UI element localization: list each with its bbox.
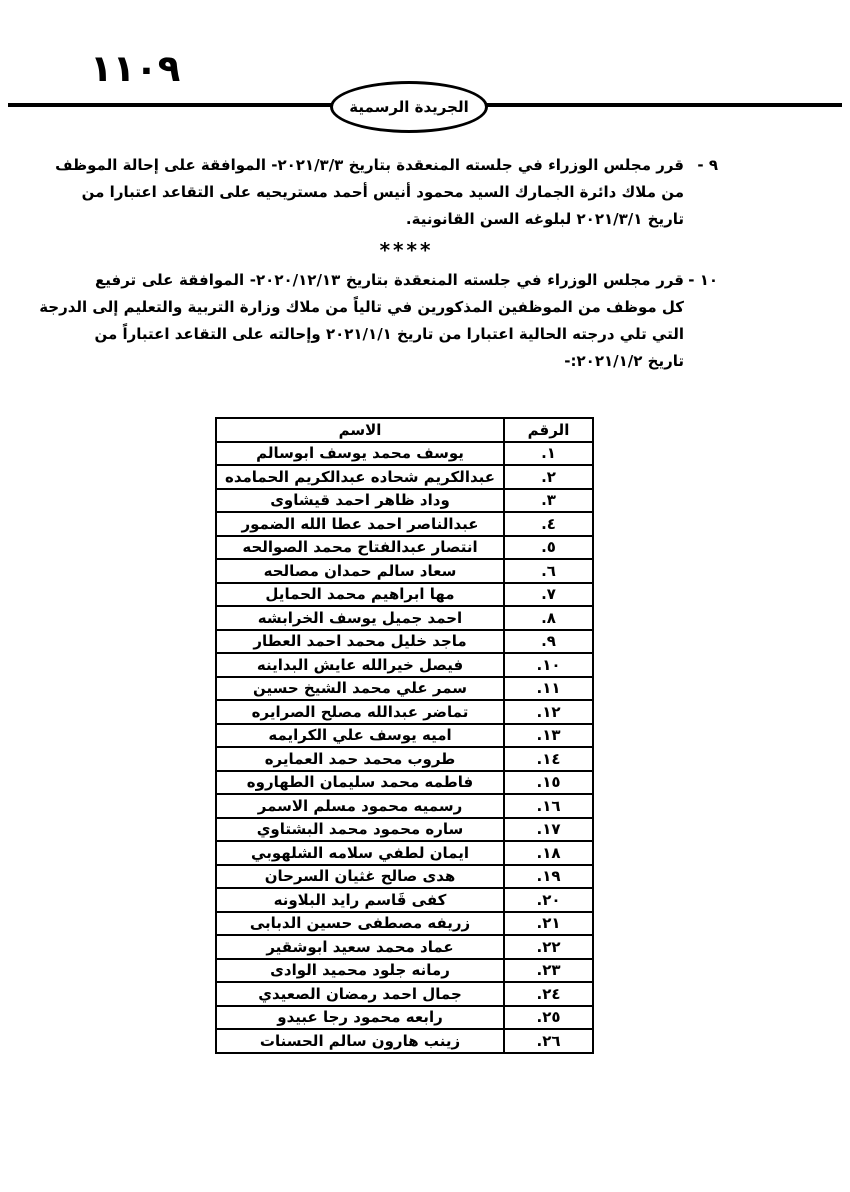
table-row: [216, 606, 593, 630]
table-row: [216, 512, 593, 536]
decision-text-line: قرر مجلس الوزراء في جلسته المنعقدة بتاريخ ٢٠٢١/٣/٣- الموافقة على إحالة الموظف: [55, 156, 684, 174]
employee-name-cell: اميه يوسف علي الكرايمه: [216, 724, 504, 748]
row-number-cell: ١.: [504, 442, 593, 466]
employee-name-cell: عبدالناصر احمد عطا الله الضمور: [216, 512, 504, 536]
table-header-row: [216, 418, 593, 442]
table-row: [216, 888, 593, 912]
row-number-cell: ٧.: [504, 583, 593, 607]
employee-name-cell: طروب محمد حمد العمايره: [216, 747, 504, 771]
table-row: [216, 489, 593, 513]
employee-name-cell: رابعه محمود رجا عبيدو: [216, 1006, 504, 1030]
table-row: [216, 959, 593, 983]
employee-name-cell: انتصار عبدالفتاح محمد الصوالحه: [216, 536, 504, 560]
gazette-title-badge: [330, 81, 488, 133]
table-row: [216, 747, 593, 771]
decision-item: [55, 152, 718, 233]
table-row: [216, 653, 593, 677]
employee-name-cell: كفى قَاسم رايد البلاونه: [216, 888, 504, 912]
employee-name-cell: زريفه مصطفى حسين الدبابى: [216, 912, 504, 936]
table-row: [216, 536, 593, 560]
table-row: [216, 724, 593, 748]
row-number-cell: ٨.: [504, 606, 593, 630]
page-header: [0, 0, 850, 140]
table-row: [216, 771, 593, 795]
table-row: [216, 982, 593, 1006]
employee-name-cell: عماد محمد سعيد ابوشقير: [216, 935, 504, 959]
decision-item: [39, 267, 718, 375]
row-number-cell: ١٦.: [504, 794, 593, 818]
employee-name-cell: ماجد خليل محمد احمد العطار: [216, 630, 504, 654]
row-number-cell: ١٠.: [504, 653, 593, 677]
decision-text-line: تاريخ ٢٠٢١/١/٢:-: [564, 352, 684, 370]
row-number-cell: ٢٤.: [504, 982, 593, 1006]
employee-name-cell: سعاد سالم حمدان مصالحه: [216, 559, 504, 583]
row-number-cell: ٢٣.: [504, 959, 593, 983]
gazette-title: الجريدة الرسمية: [349, 98, 469, 116]
table-row: [216, 865, 593, 889]
table-row: [216, 794, 593, 818]
employee-name-cell: هدى صالح غثيان السرحان: [216, 865, 504, 889]
decision-text-line: التي تلي درجته الحالية اعتبارا من تاريخ ٢٠٢١/١/١ وإحالته على التقاعد اعتباراً من: [94, 325, 684, 343]
row-number-cell: ١٧.: [504, 818, 593, 842]
row-number-cell: ٢٥.: [504, 1006, 593, 1030]
employee-name-cell: يوسف محمد يوسف ابوسالم: [216, 442, 504, 466]
row-number-cell: ٢.: [504, 465, 593, 489]
row-number-cell: ٩.: [504, 630, 593, 654]
employee-name-cell: ساره محمود محمد البشتاوي: [216, 818, 504, 842]
employee-name-cell: رسميه محمود مسلم الاسمر: [216, 794, 504, 818]
employee-name-cell: زينب هارون سالم الحسنات: [216, 1029, 504, 1053]
employee-name-cell: فاطمه محمد سليمان الطهاروه: [216, 771, 504, 795]
row-number-cell: ٢٢.: [504, 935, 593, 959]
employee-name-cell: جمال احمد رمضان الصعيدي: [216, 982, 504, 1006]
row-number-cell: ٢٠.: [504, 888, 593, 912]
decision-text-line: قرر مجلس الوزراء في جلسته المنعقدة بتاريخ ٢٠٢٠/١٢/١٣- الموافقة على ترفيع: [95, 271, 684, 289]
row-number-cell: ٦.: [504, 559, 593, 583]
row-number-cell: ١١.: [504, 677, 593, 701]
row-number-cell: ١٣.: [504, 724, 593, 748]
row-number-cell: ١٥.: [504, 771, 593, 795]
table-row: [216, 583, 593, 607]
table-row: [216, 559, 593, 583]
employees-table: [215, 417, 594, 1054]
table-row: [216, 1029, 593, 1053]
employee-name-cell: رمانه جلود محميد الوادى: [216, 959, 504, 983]
row-number-cell: ١٨.: [504, 841, 593, 865]
row-number-cell: ٣.: [504, 489, 593, 513]
decision-text-line: من ملاك دائرة الجمارك السيد محمود أنيس أحمد مستريحيه على التقاعد اعتبارا من: [81, 183, 684, 201]
table-row: [216, 818, 593, 842]
row-number-cell: ١٢.: [504, 700, 593, 724]
table-row: [216, 630, 593, 654]
employee-name-cell: فيصل خيرالله عايش البداينه: [216, 653, 504, 677]
table-row: [216, 1006, 593, 1030]
decision-number-marker: ٩ -: [697, 156, 718, 174]
employee-name-cell: مها ابراهيم محمد الحمايل: [216, 583, 504, 607]
table-row: [216, 912, 593, 936]
employee-name-cell: ايمان لطفي سلامه الشلهوبي: [216, 841, 504, 865]
section-separator: ****: [379, 238, 434, 262]
employee-name-cell: وداد ظاهر احمد قيشاوى: [216, 489, 504, 513]
name-column-header: الاسم: [216, 418, 504, 442]
number-column-header: الرقم: [504, 418, 593, 442]
table-row: [216, 677, 593, 701]
decisions-section: [0, 152, 850, 375]
table-row: [216, 442, 593, 466]
row-number-cell: ١٩.: [504, 865, 593, 889]
employee-name-cell: سمر علي محمد الشيخ حسين: [216, 677, 504, 701]
decision-text-line: كل موظف من الموظفين المذكورين في تالياً من ملاك وزارة التربية والتعليم إلى الدرجة: [39, 298, 684, 316]
employee-name-cell: تماضر عبدالله مصلح الصرايره: [216, 700, 504, 724]
page-number: ١١٠٩: [90, 47, 181, 90]
row-number-cell: ٢١.: [504, 912, 593, 936]
employee-name-cell: احمد جميل يوسف الخرابشه: [216, 606, 504, 630]
table-row: [216, 841, 593, 865]
decision-number-marker: ١٠ -: [688, 271, 718, 289]
row-number-cell: ١٤.: [504, 747, 593, 771]
decision-text-line: تاريخ ٢٠٢١/٣/١ لبلوغه السن القانونية.: [405, 210, 684, 228]
employee-name-cell: عبدالكريم شحاده عبدالكريم الحمامده: [216, 465, 504, 489]
table-row: [216, 700, 593, 724]
row-number-cell: ٤.: [504, 512, 593, 536]
table-row: [216, 935, 593, 959]
row-number-cell: ٢٦.: [504, 1029, 593, 1053]
row-number-cell: ٥.: [504, 536, 593, 560]
table-row: [216, 465, 593, 489]
